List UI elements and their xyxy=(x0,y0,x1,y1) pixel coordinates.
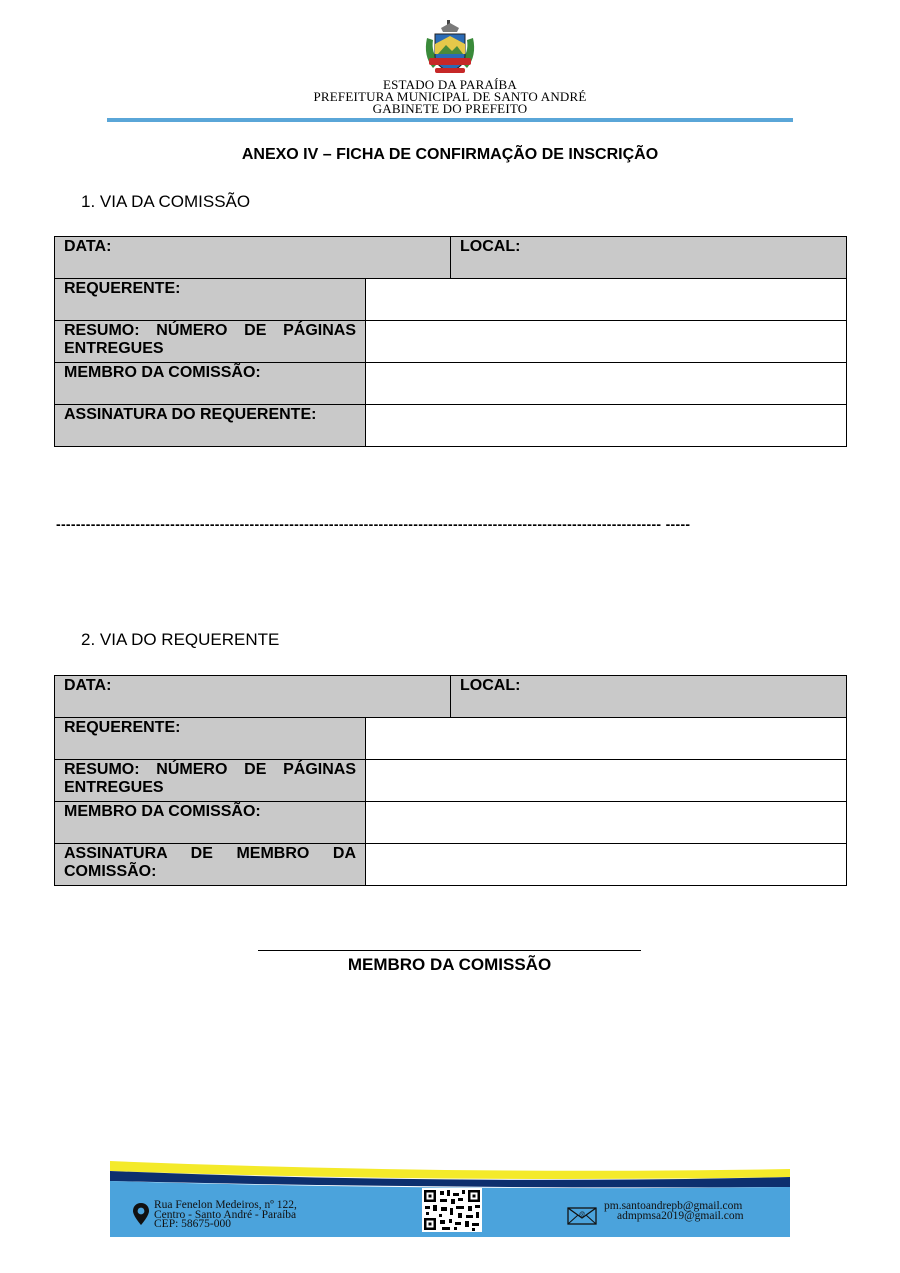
location-pin-icon xyxy=(132,1202,150,1226)
table-row xyxy=(55,760,847,802)
header-divider xyxy=(107,118,793,122)
applicant-copy-table xyxy=(54,675,847,886)
commission-member-label: MEMBRO DA COMISSÃO: xyxy=(55,802,366,844)
applicant-field[interactable] xyxy=(366,279,847,321)
footer-address-street: Rua Fenelon Medeiros, nº 122, xyxy=(154,1199,297,1211)
member-signature-field[interactable] xyxy=(366,844,847,886)
commission-member-field[interactable] xyxy=(366,802,847,844)
coat-of-arms-icon xyxy=(419,18,481,80)
cut-line: -------------------------------------------------------------------------------------------------------------------------- ----- xyxy=(56,516,691,532)
location-label: LOCAL: xyxy=(460,677,521,694)
applicant-field[interactable] xyxy=(366,718,847,760)
table-row xyxy=(55,844,847,886)
qr-code-icon[interactable] xyxy=(422,1188,482,1232)
applicant-label: REQUERENTE: xyxy=(55,279,366,321)
signature-line[interactable] xyxy=(258,950,641,951)
applicant-label: REQUERENTE: xyxy=(55,718,366,760)
footer-email-primary[interactable]: pm.santoandrepb@gmail.com xyxy=(604,1200,743,1212)
footer-banner xyxy=(110,1155,790,1237)
section-heading-commission: 1. VIA DA COMISSÃO xyxy=(81,192,251,211)
pages-summary-field[interactable] xyxy=(366,321,847,363)
location-label: LOCAL: xyxy=(460,238,521,255)
signature-label: MEMBRO DA COMISSÃO xyxy=(347,955,552,974)
table-row xyxy=(55,405,847,447)
section-heading-applicant: 2. VIA DO REQUERENTE xyxy=(81,630,280,649)
pages-summary-label: RESUMO: NÚMERO DE PÁGINAS ENTREGUES xyxy=(55,321,366,363)
date-label: DATA: xyxy=(64,238,112,255)
footer-address-city: Centro - Santo André - Paraíba xyxy=(154,1208,297,1221)
date-field[interactable] xyxy=(55,237,451,279)
location-field[interactable] xyxy=(451,676,847,718)
pages-summary-label: RESUMO: NÚMERO DE PÁGINAS ENTREGUES xyxy=(55,760,366,802)
footer-address-zip: CEP: 58675-000 xyxy=(154,1218,231,1230)
member-signature-label: ASSINATURA DE MEMBRO DA COMISSÃO: xyxy=(55,844,366,886)
document-title: ANEXO IV – FICHA DE CONFIRMAÇÃO DE INSCRIÇÃO xyxy=(241,146,659,163)
header-office: GABINETE DO PREFEITO xyxy=(372,101,528,116)
commission-member-field[interactable] xyxy=(366,363,847,405)
commission-copy-table xyxy=(54,236,847,447)
table-row xyxy=(55,718,847,760)
table-row xyxy=(55,363,847,405)
applicant-signature-field[interactable] xyxy=(366,405,847,447)
header-state: ESTADO DA PARAÍBA xyxy=(382,77,518,92)
footer-email-secondary[interactable]: admpmsa2019@gmail.com xyxy=(617,1210,744,1222)
table-row xyxy=(55,321,847,363)
applicant-signature-label: ASSINATURA DO REQUERENTE: xyxy=(55,405,366,447)
table-row xyxy=(55,676,847,718)
svg-text:@: @ xyxy=(579,1212,586,1218)
header-municipality: PREFEITURA MUNICIPAL DE SANTO ANDRÉ xyxy=(313,89,587,104)
location-field[interactable] xyxy=(451,237,847,279)
commission-member-label: MEMBRO DA COMISSÃO: xyxy=(55,363,366,405)
table-row xyxy=(55,279,847,321)
table-row xyxy=(55,237,847,279)
pages-summary-field[interactable] xyxy=(366,760,847,802)
table-row xyxy=(55,802,847,844)
envelope-icon xyxy=(567,1207,597,1225)
date-label: DATA: xyxy=(64,677,112,694)
date-field[interactable] xyxy=(55,676,451,718)
